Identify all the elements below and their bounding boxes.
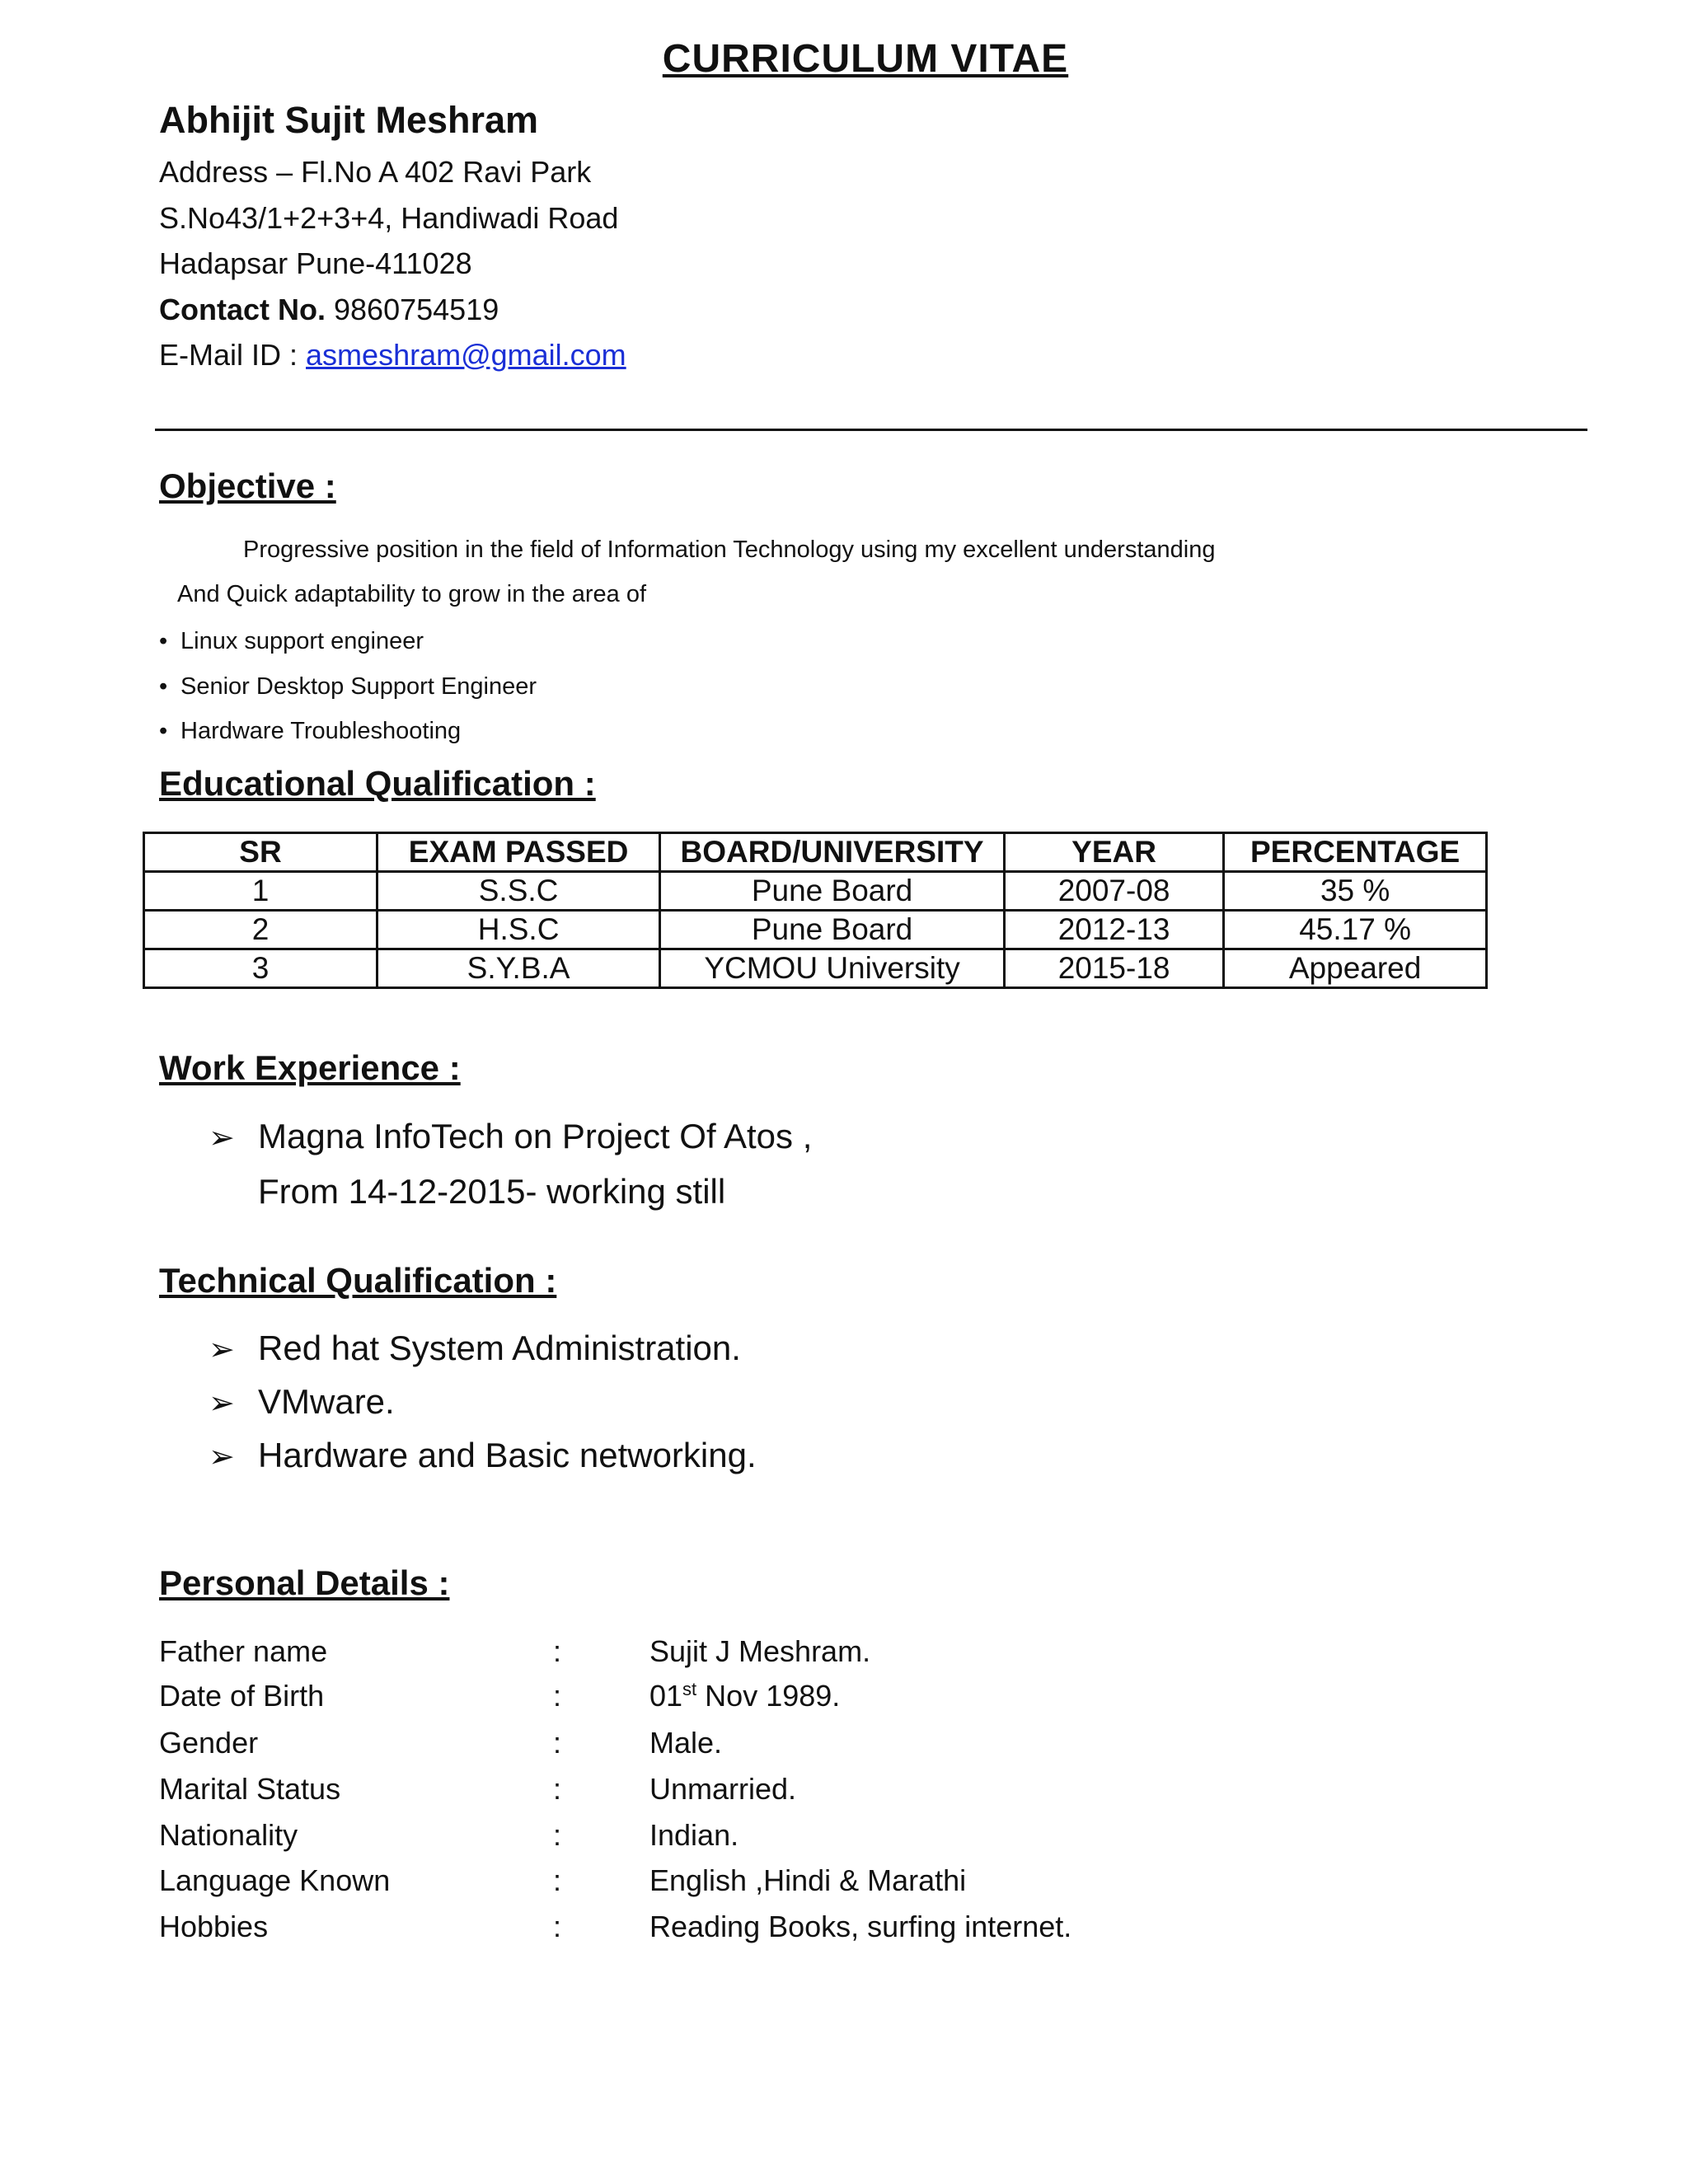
- table-cell: 35 %: [1224, 872, 1487, 911]
- work-heading: Work Experience :: [159, 1048, 461, 1087]
- technical-item: ➢ VMware.: [209, 1382, 395, 1421]
- work-item-text: Magna InfoTech on Project Of Atos ,: [258, 1117, 813, 1155]
- arrow-bullet-icon: ➢: [209, 1386, 235, 1421]
- address-line-2: S.No43/1+2+3+4, Handiwadi Road: [159, 201, 619, 235]
- detail-separator: :: [553, 1910, 562, 1943]
- table-header-row: [144, 833, 1487, 872]
- table-row: [144, 911, 1487, 949]
- arrow-bullet-icon: ➢: [209, 1440, 235, 1474]
- work-item-duration: From 14-12-2015- working still: [258, 1172, 726, 1211]
- table-cell: YCMOU University: [660, 949, 1005, 988]
- detail-label: Nationality: [159, 1818, 298, 1852]
- contact-number: 9860754519: [334, 293, 499, 326]
- objective-item: • Senior Desktop Support Engineer: [159, 673, 537, 700]
- education-table: [143, 832, 1488, 989]
- personal-row-language: [159, 1863, 1395, 1910]
- table-cell: 2015-18: [1004, 949, 1223, 988]
- technical-heading: Technical Qualification :: [159, 1261, 557, 1300]
- table-row: [144, 872, 1487, 911]
- table-cell: 2: [144, 911, 377, 949]
- detail-label: Gender: [159, 1726, 259, 1760]
- objective-item: • Hardware Troubleshooting: [159, 718, 462, 744]
- detail-label: Date of Birth: [159, 1679, 325, 1713]
- column-header: EXAM PASSED: [377, 833, 660, 872]
- personal-row-gender: [159, 1726, 1395, 1772]
- detail-value: 01st Nov 1989.: [649, 1679, 841, 1713]
- personal-row-dob: [159, 1679, 1395, 1725]
- table-cell: S.Y.B.A: [377, 949, 660, 988]
- candidate-name: Abhijit Sujit Meshram: [159, 99, 539, 141]
- detail-value: Male.: [649, 1726, 723, 1760]
- objective-line-1: Progressive position in the field of Information Technology using my excellent understanding: [243, 537, 1216, 563]
- detail-separator: :: [553, 1772, 562, 1806]
- technical-item: ➢ Hardware and Basic networking.: [209, 1436, 757, 1474]
- personal-row-marital: [159, 1772, 1395, 1818]
- table-cell: Pune Board: [660, 911, 1005, 949]
- header-divider: [155, 429, 1587, 431]
- table-cell: Pune Board: [660, 872, 1005, 911]
- detail-value: Indian.: [649, 1818, 739, 1852]
- personal-row-hobbies: [159, 1910, 1395, 1956]
- table-cell: 2012-13: [1004, 911, 1223, 949]
- column-header: YEAR: [1004, 833, 1223, 872]
- table-row: [144, 949, 1487, 988]
- detail-separator: :: [553, 1679, 562, 1713]
- table-cell: 45.17 %: [1224, 911, 1487, 949]
- objective-line-2: And Quick adaptability to grow in the area of: [177, 581, 647, 607]
- bullet-icon: •: [159, 628, 168, 654]
- column-header: SR: [144, 833, 377, 872]
- objective-heading: Objective :: [159, 466, 336, 505]
- education-heading: Educational Qualification :: [159, 764, 596, 803]
- detail-separator: :: [553, 1634, 562, 1668]
- detail-separator: :: [553, 1726, 562, 1760]
- objective-item: • Linux support engineer: [159, 628, 424, 654]
- table-cell: 1: [144, 872, 377, 911]
- table-cell: 3: [144, 949, 377, 988]
- table-cell: 2007-08: [1004, 872, 1223, 911]
- technical-item: ➢ Red hat System Administration.: [209, 1329, 741, 1367]
- detail-label: Language Known: [159, 1863, 391, 1897]
- detail-value: English ,Hindi & Marathi: [649, 1863, 967, 1897]
- detail-label: Marital Status: [159, 1772, 341, 1806]
- address-line-3: Hadapsar Pune-411028: [159, 246, 472, 280]
- work-item: [209, 1117, 812, 1156]
- personal-heading: Personal Details :: [159, 1563, 450, 1602]
- email-link[interactable]: asmeshram@gmail.com: [306, 338, 626, 372]
- detail-value: Sujit J Meshram.: [649, 1634, 871, 1668]
- table-cell: S.S.C: [377, 872, 660, 911]
- contact-line: [159, 293, 499, 327]
- contact-label: Contact No.: [159, 293, 326, 326]
- detail-separator: :: [553, 1863, 562, 1897]
- address-line-1: Address – Fl.No A 402 Ravi Park: [159, 155, 592, 189]
- bullet-icon: •: [159, 673, 168, 700]
- email-line: [159, 338, 626, 373]
- table-cell: H.S.C: [377, 911, 660, 949]
- table-cell: Appeared: [1224, 949, 1487, 988]
- column-header: PERCENTAGE: [1224, 833, 1487, 872]
- detail-label: Hobbies: [159, 1910, 269, 1943]
- detail-value: Unmarried.: [649, 1772, 797, 1806]
- personal-row-nationality: [159, 1818, 1395, 1864]
- arrow-bullet-icon: ➢: [209, 1333, 235, 1367]
- personal-row-father: [159, 1634, 1395, 1680]
- email-label: E-Mail ID :: [159, 338, 298, 372]
- detail-label: Father name: [159, 1634, 328, 1668]
- detail-value: Reading Books, surfing internet.: [649, 1910, 1072, 1943]
- document-title: CURRICULUM VITAE: [662, 37, 1069, 81]
- bullet-icon: •: [159, 718, 168, 744]
- detail-separator: :: [553, 1818, 562, 1852]
- column-header: BOARD/UNIVERSITY: [660, 833, 1005, 872]
- arrow-bullet-icon: ➢: [209, 1121, 235, 1155]
